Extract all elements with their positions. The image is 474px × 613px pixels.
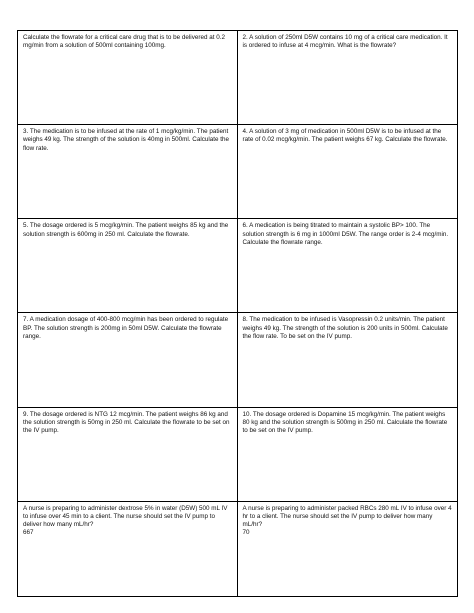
problem-cell-8 — [238, 313, 458, 407]
problem-cell-9 — [18, 408, 238, 502]
problem-cell-11 — [18, 502, 238, 596]
problem-text: 4. A solution of 3 mg of medication in 500ml D5W is to be infused at the rate of 0.02 mcg/kg/min. The patient weighs 67 kg. Calculate the flowrate. — [242, 128, 448, 144]
problem-cell-4 — [238, 125, 458, 219]
problem-text: 9. The dosage ordered is NTG 12 mcg/min. The patient weighs 86 kg and the solution strength is 50mg in 250 ml. Calculate the flowrate to be set on the IV pump. — [23, 410, 230, 435]
problem-text: A nurse is preparing to administer packed RBCs 280 mL IV to infuse over 4 hr to a client. The nurse should set the IV pump to deliver how many mL/hr? 70 — [242, 504, 452, 537]
problem-cell-10 — [238, 408, 458, 502]
problem-cell-5 — [18, 219, 238, 313]
problem-text: 8. The medication to be infused is Vasopressin 0.2 units/min. The patient weighs 49 kg. The strength of the solution is 200 units in 500ml. Calculate the flow rate. To be set on the IV pump. — [242, 316, 448, 340]
problem-cell-2 — [238, 31, 458, 125]
problem-text: 2. A solution of 250ml D5W contains 10 mg of a critical care medication. It is ordered to infuse at 4 mcg/min. What is the flowrate? — [242, 34, 448, 50]
problem-text: 10. The dosage ordered is Dopamine 15 mcg/kg/min. The patient weighs 80 kg and the solution strength is 500mg in 250 ml. Calculate the flowrate to be set on the IV pump. — [242, 410, 448, 435]
problem-text: 6. A medication is being titrated to maintain a systolic BP> 100. The solution strength is 6 mg in 1000ml D5W. The range order is 2-4 mcg/min. Calculate the flowrate range. — [242, 222, 449, 246]
problem-text: Calculate the flowrate for a critical care drug that is to be delivered at 0.2 mg/min from a solution of 500ml containing 100mg. — [23, 34, 225, 50]
problem-text: 5. The dosage ordered is 5 mcg/kg/min. The patient weighs 85 kg and the solution strength is 600mg in 250 ml. Calculate the flowrate. — [23, 222, 229, 238]
problem-text: 3. The medication is to be infused at the rate of 1 mcg/kg/min. The patient weighs 49 kg. The strength of the solution is 40mg in 500ml. Calculate the flow rate. — [23, 128, 230, 152]
problem-cell-7 — [18, 313, 238, 407]
problem-cell-6 — [238, 219, 458, 313]
problem-cell-3 — [18, 125, 238, 219]
problem-cell-12 — [238, 502, 458, 596]
problem-text: 7. A medication dosage of 400-800 mcg/min has been ordered to regulate BP. The solution strength is 200mg in 50ml D5W. Calculate the flowrate range. — [23, 316, 229, 340]
worksheet-grid — [17, 30, 458, 597]
problem-text: A nurse is preparing to administer dextrose 5% in water (D5W) 500 mL IV to infuse over 45 min to a client. The nurse should set the IV pump to deliver how many mL/hr? 667 — [23, 504, 228, 537]
problem-cell-1 — [18, 31, 238, 125]
